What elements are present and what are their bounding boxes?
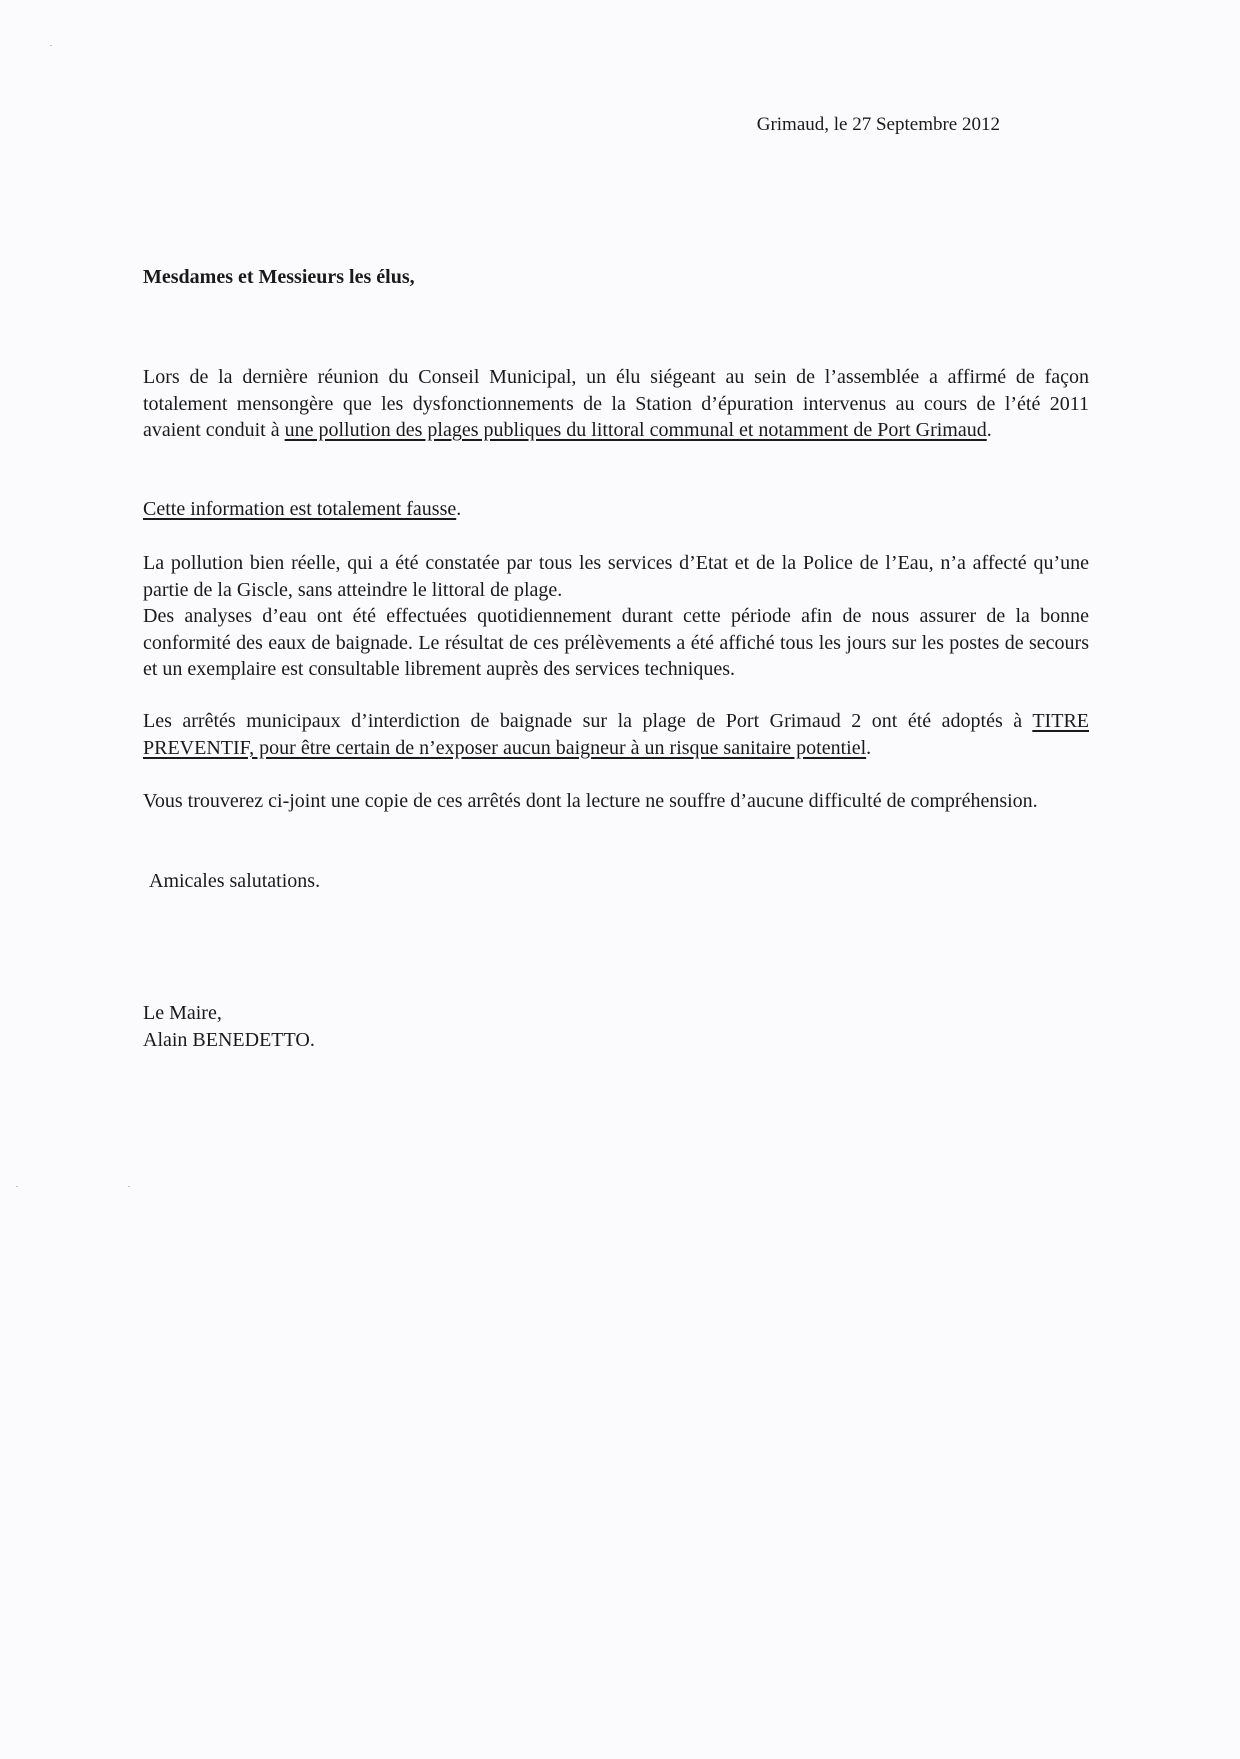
paragraph-attachment <box>143 788 1089 815</box>
letter-closing: Amicales salutations. <box>149 870 321 892</box>
scan-speck <box>16 1186 18 1187</box>
paragraph-pollution-claim <box>143 364 1089 444</box>
paragraph-false-information <box>143 496 1089 523</box>
paragraph-text: Des analyses d’eau ont été effectuées quotidiennement durant cette période afin de nous assurer de la bonne conformité des eaux de baignade. Le résultat de ces prélèvements a été affiché tous les jours sur les postes de secours et un exemplaire est consultable librement auprès des services techniques. <box>143 605 1089 680</box>
underlined-text: Cette information est totalement fausse <box>143 498 457 520</box>
paragraph-text: La pollution bien réelle, qui a été constatée par tous les services d’Etat et de la Police de l’Eau, n’a affecté qu’une partie de la Giscle, sans atteindre le littoral de plage. <box>143 552 1089 601</box>
paragraph-text: . <box>456 498 462 520</box>
letter-date: Grimaud, le 27 Septembre 2012 <box>756 114 1000 135</box>
paragraph-pollution-details <box>143 550 1089 683</box>
letter-salutation: Mesdames et Messieurs les élus, <box>143 266 415 288</box>
paragraph-text: Lors de la dernière réunion du Conseil Municipal, un élu siégeant au sein de l’assemblée a affirmé de façon totalement mensongère que les dysfonctionnements de la Station d’épuration intervenus au cours de l’été 2011 avaient conduit à <box>143 366 1089 441</box>
underlined-text: une pollution des plages publiques du littoral communal et notamment de Port Grimaud <box>284 419 987 441</box>
paragraph-text: Les arrêtés municipaux d’interdiction de baignade sur la plage de Port Grimaud 2 ont été adoptés à <box>143 710 1033 732</box>
signature-title: Le Maire, <box>143 1002 222 1024</box>
scan-speck <box>128 1186 130 1187</box>
letter-signature <box>143 1000 315 1054</box>
paragraph-preventive-decrees <box>143 708 1089 761</box>
underlined-text: TITRE PREVENTIF, pour être certain de n’exposer aucun baigneur à un risque sanitaire potentiel <box>143 710 1089 759</box>
paragraph-text: . <box>866 736 872 759</box>
paragraph-text: Vous trouverez ci-joint une copie de ces arrêtés dont la lecture ne souffre d’aucune difficulté de compréhension. <box>143 790 1038 812</box>
paragraph-text: . <box>986 419 992 441</box>
scan-speck <box>50 45 52 46</box>
signature-name: Alain BENEDETTO. <box>143 1029 315 1051</box>
